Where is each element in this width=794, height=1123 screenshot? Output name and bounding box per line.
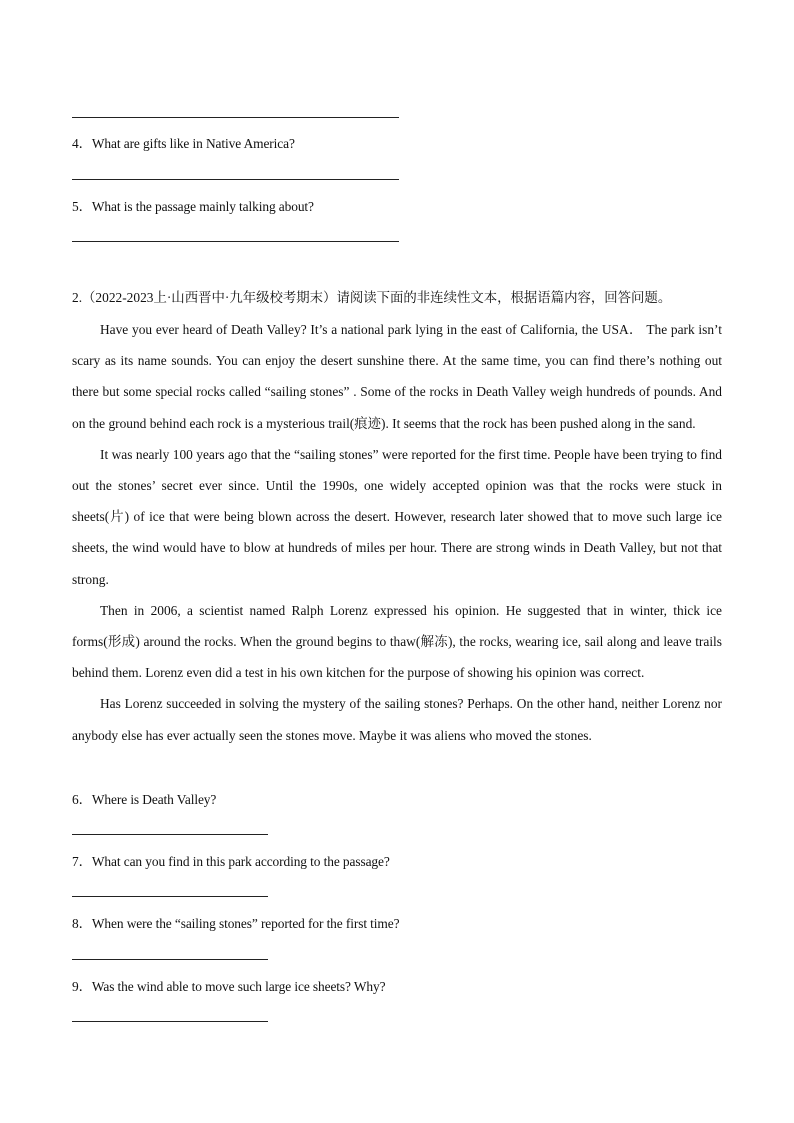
question-4: 4．What are gifts like in Native America? [72, 136, 295, 151]
passage-paragraph-1: Have you ever heard of Death Valley? It’s a national park lying in the east of California, the USA． The park isn’t scary as its name sounds. You can enjoy the desert sunshine there. At the same time, you can find there’s nothing out there but some special rocks called “sailing stones” . Some of the rocks in Death Valley weigh hundreds of pounds. And on the ground behind each rock is a mysterious trail(痕迹). It seems that the rock has been pushed along in the sand. [72, 322, 722, 431]
question-7: 7．What can you find in this park according to the passage? [72, 854, 390, 869]
question-6: 6．Where is Death Valley? [72, 792, 217, 807]
section-2-heading: 2.（2022-2023上·山西晋中·九年级校考期末）请阅读下面的非连续性文本，根据语篇内容，回答问题。 [72, 290, 672, 305]
question-5: 5．What is the passage mainly talking about? [72, 199, 314, 214]
answer-line-4[interactable] [72, 179, 399, 180]
answer-line-9[interactable] [72, 1021, 268, 1022]
answer-line-8[interactable] [72, 959, 268, 960]
passage-paragraph-3: Then in 2006, a scientist named Ralph Lorenz expressed his opinion. He suggested that in winter, thick ice forms(形成) around the rocks. When the ground begins to thaw(解冻), the rocks, wearing ice, sail along and leave trails behind them. Lorenz even did a test in his own kitchen for the purpose of showing his opinion was correct. [72, 602, 722, 681]
answer-line-5[interactable] [72, 241, 399, 242]
passage-paragraph-4: Has Lorenz succeeded in solving the mystery of the sailing stones? Perhaps. On the other hand, neither Lorenz nor anybody else has ever actually seen the stones move. Maybe it was aliens who moved the stones. [72, 696, 722, 743]
answer-line-6[interactable] [72, 834, 268, 835]
answer-line-7[interactable] [72, 896, 268, 897]
question-8: 8．When were the “sailing stones” reported for the first time? [72, 916, 400, 931]
reading-passage [72, 314, 722, 751]
answer-line[interactable] [72, 117, 399, 118]
passage-paragraph-2: It was nearly 100 years ago that the “sailing stones” were reported for the first time. People have been trying to find out the stones’ secret ever since. Until the 1990s, one widely accepted opinion was that the rocks were stuck in sheets(片) of ice that were being blown across the desert. However, research later showed that to move such large ice sheets, the wind would have to blow at hundreds of miles per hour. There are strong winds in Death Valley, but not that strong. [72, 446, 722, 587]
question-9: 9．Was the wind able to move such large ice sheets? Why? [72, 979, 386, 994]
